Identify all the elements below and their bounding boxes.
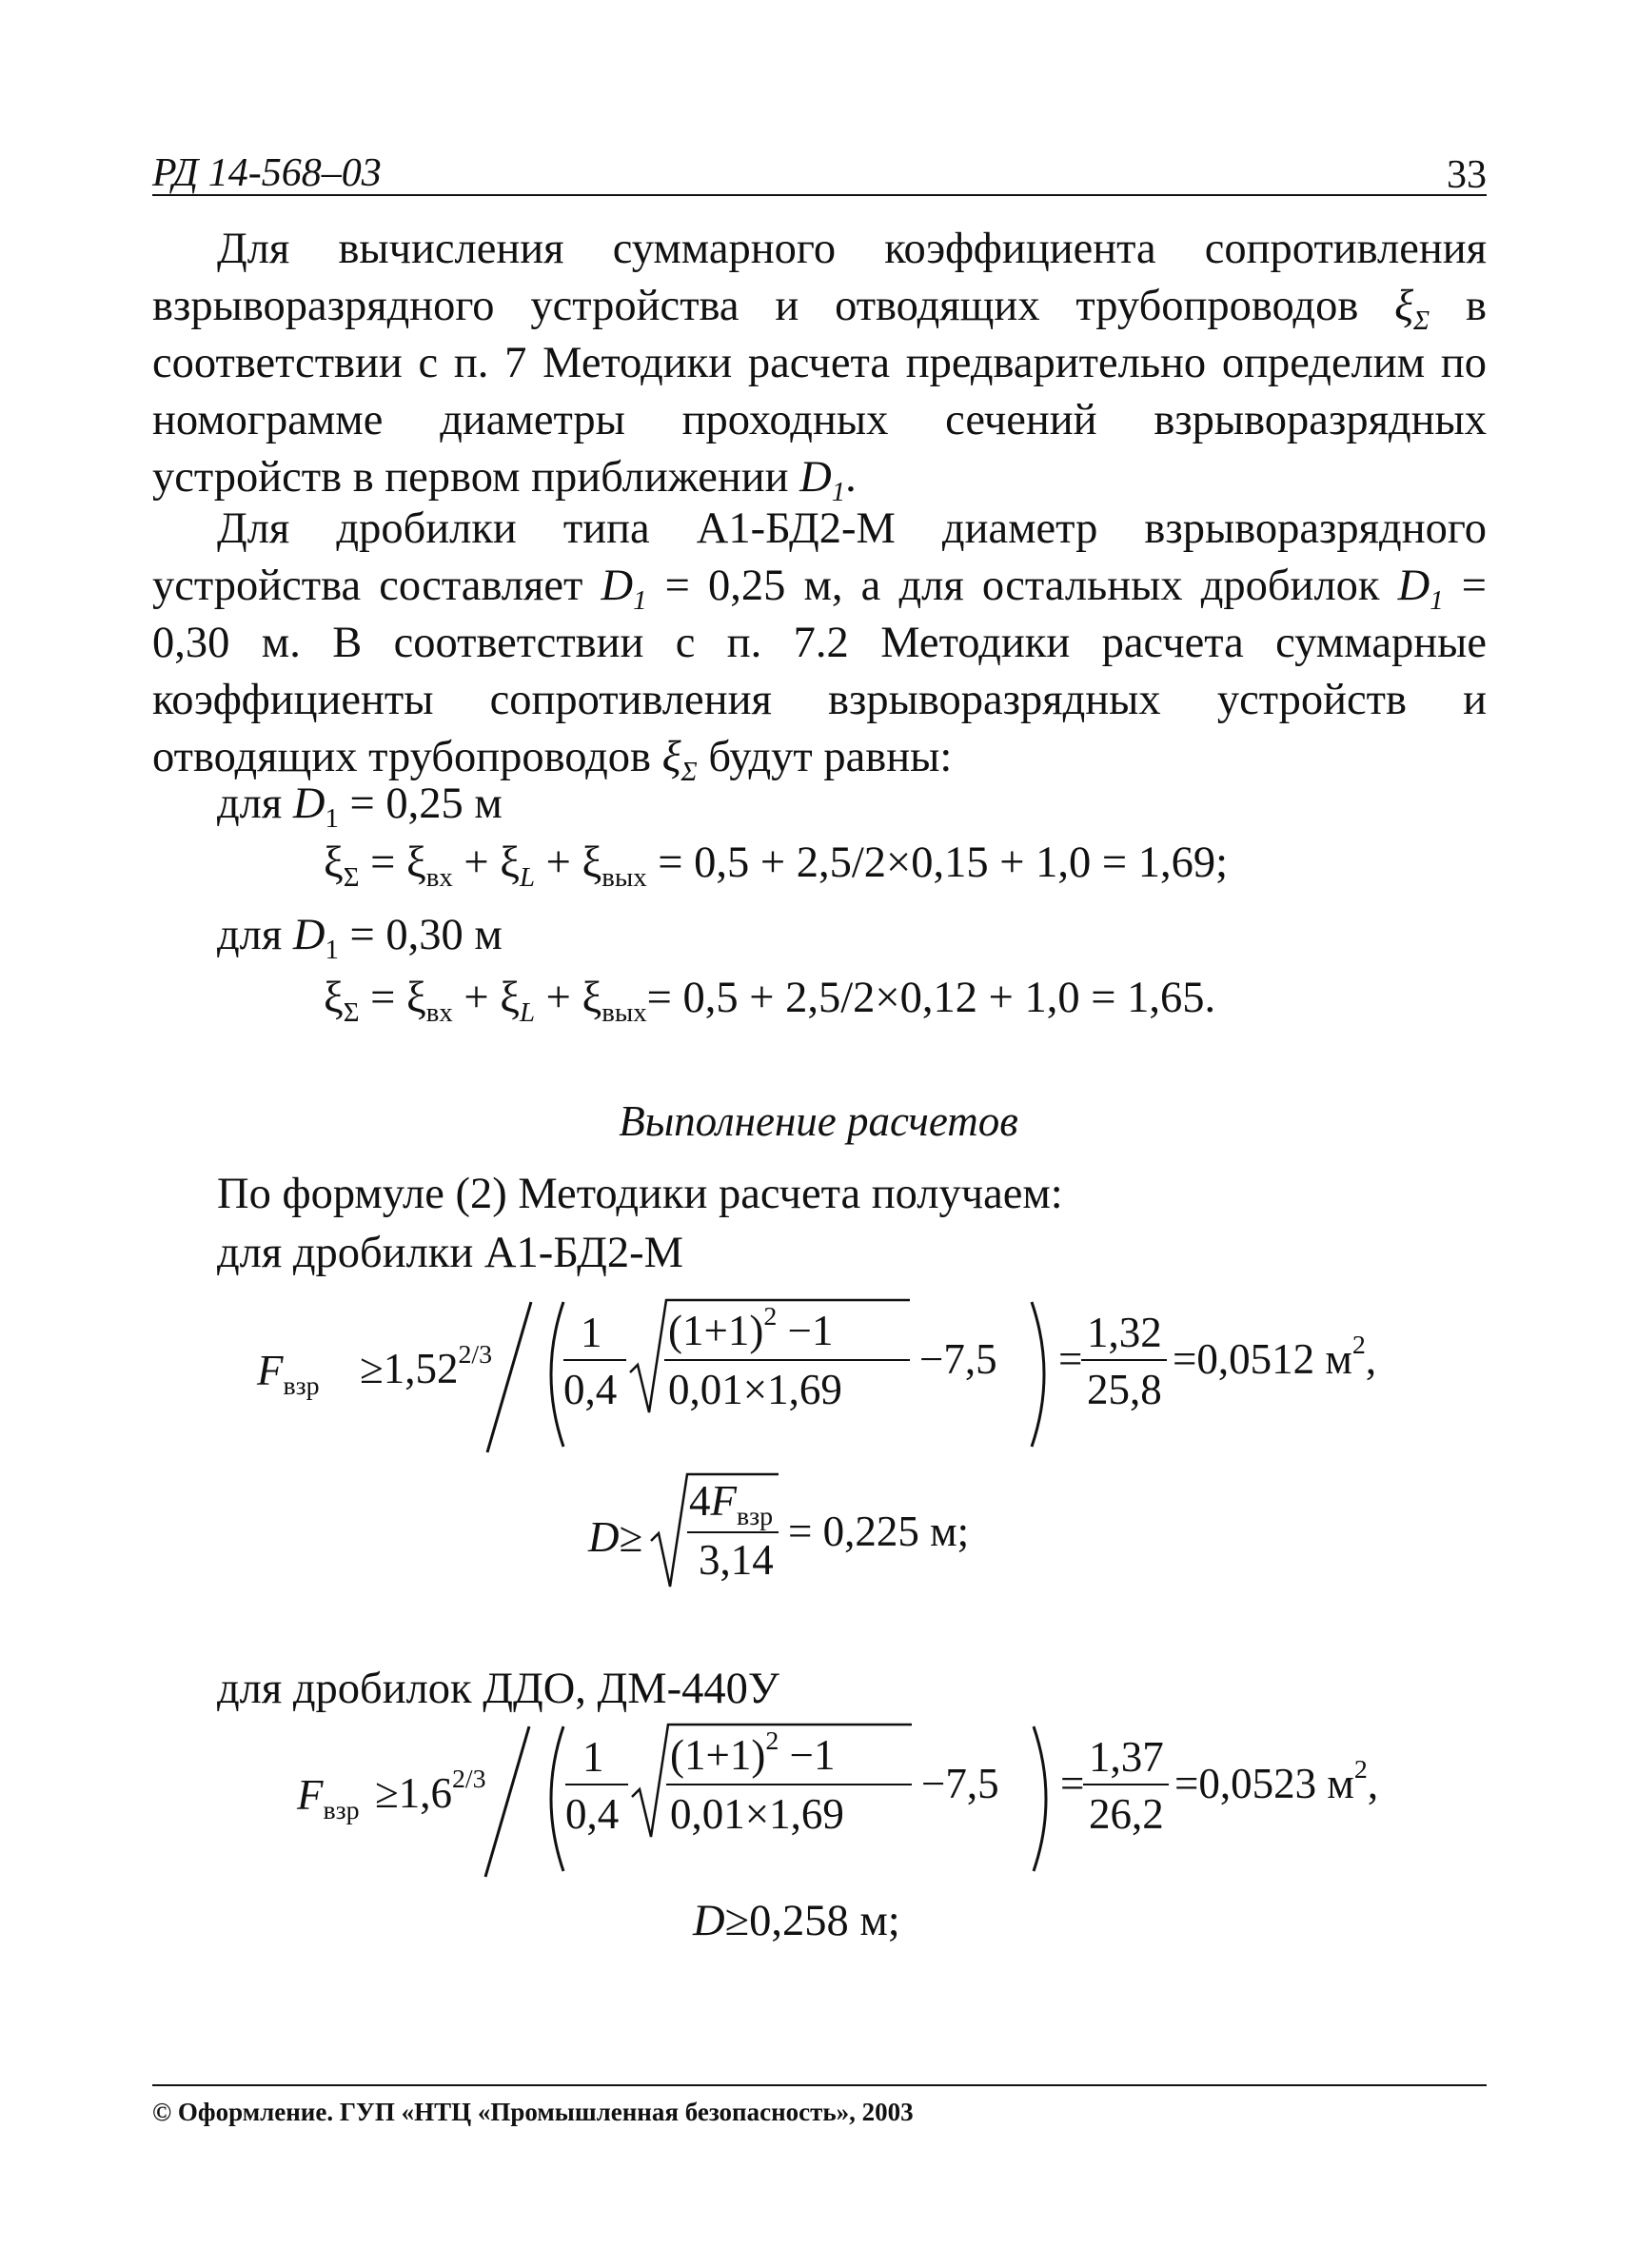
formula-d-1: D≥ $4F_{взр}$ 3,14 = 0,225 м;: [588, 1470, 1121, 1594]
equation-xi-2: $\xi_\Sigma = \xi_{вх} + \xi_L + \xi_{вых}= 0,5 + 2,5/2\times 0,12 + 1,0 = 1,65$.: [324, 974, 1216, 1029]
formula-f-vzr-1: $F_{взр}$ $\ge 1,52^{2/3}$ 1 0,4 $(1+1)^2 -1$ 0,01×1,69 −7,5 = 1,32 25,8 =0,0512 $м^2$,: [257, 1296, 1399, 1458]
formula-f-vzr-2: $F_{взр}$ $\ge 1,6^{2/3}$ 1 0,4 $(1+1)^2 -1$ 0,01×1,69 −7,5 = 1,37 26,2 =0,0523 $м^2$,: [297, 1721, 1439, 1883]
footer-copyright: © Оформление. ГУП «НТЦ «Промышленная безопасность», 2003: [152, 2098, 914, 2126]
section-title: Выполнение расчетов: [619, 1097, 1018, 1145]
right-paren: [1028, 1723, 1062, 1875]
p1-text-b: в соответствии с п. 7 Методики расчета предварительно определим по номограмме диаметры проходных сечений взрыворазрядных устройств в первом приближении: [152, 282, 1487, 502]
intro-line: По формуле (2) Методики расчета получаем:: [217, 1170, 1063, 1218]
document-code: РД 14-568–03: [152, 151, 382, 195]
formula-d-2: D≥0,258 м;: [693, 1897, 900, 1945]
d1-symbol: $D_1$: [1397, 562, 1444, 617]
left-paren: [535, 1723, 569, 1875]
division-slash: [480, 1721, 537, 1883]
xi-sigma-symbol: $\xi_\Sigma$: [1394, 282, 1430, 337]
case-ddo-dm440u: для дробилок ДДО, ДМ-440У: [217, 1665, 779, 1713]
page-number: 33: [1447, 153, 1487, 197]
footer-rule: [152, 2084, 1487, 2086]
division-slash: [482, 1296, 539, 1458]
d1-symbol: $D_1$: [799, 453, 846, 508]
xi-sigma-symbol: $\xi_\Sigma$: [661, 733, 698, 788]
header-rule: [152, 194, 1487, 196]
case-d1-025: для $D_1 = 0,25$ м: [217, 779, 503, 835]
p1-text-a: Для вычисления суммарного коэффициента сопротивления взрыворазрядного устройства и отводящих трубопроводов: [152, 225, 1487, 330]
p2-text-d: будут равны:: [697, 733, 953, 781]
d1-symbol: $D_1$: [601, 562, 647, 617]
case-d1-030: для $D_1 = 0,30$ м: [217, 911, 503, 966]
p2-text-c: = 0,30 м. В соответствии с п. 7.2 Методики расчета суммарные коэффициенты сопротивления взрыворазрядных устройств и отводящих трубопроводов: [152, 562, 1487, 781]
case-a1-bd2-m: для дробилки А1-БД2-М: [217, 1229, 683, 1277]
right-paren: [1026, 1298, 1060, 1450]
p2-text-a: Для дробилки типа А1-БД2-М диаметр взрыворазрядного устройства составляет: [152, 504, 1487, 610]
paragraph-2: [152, 501, 1487, 786]
equation-xi-1: $\xi_\Sigma = \xi_{вх} + \xi_L + \xi_{вых} = 0,5 + 2,5/2\times 0,15 + 1,0 = 1,69$;: [324, 838, 1228, 894]
p2-text-b: = 0,25 м, а для остальных дробилок: [646, 562, 1398, 610]
paragraph-1: Для вычисления суммарного коэффициента сопротивления взрыворазрядного устройства и отводящих трубопроводов $\xi_\Sigma$ в соответствии с п. 7 Методики расчета предварительно определим по номограмме диаметры проходных сечений взрыворазрядных устройств в первом приближении $D_1$.: [152, 225, 1487, 508]
